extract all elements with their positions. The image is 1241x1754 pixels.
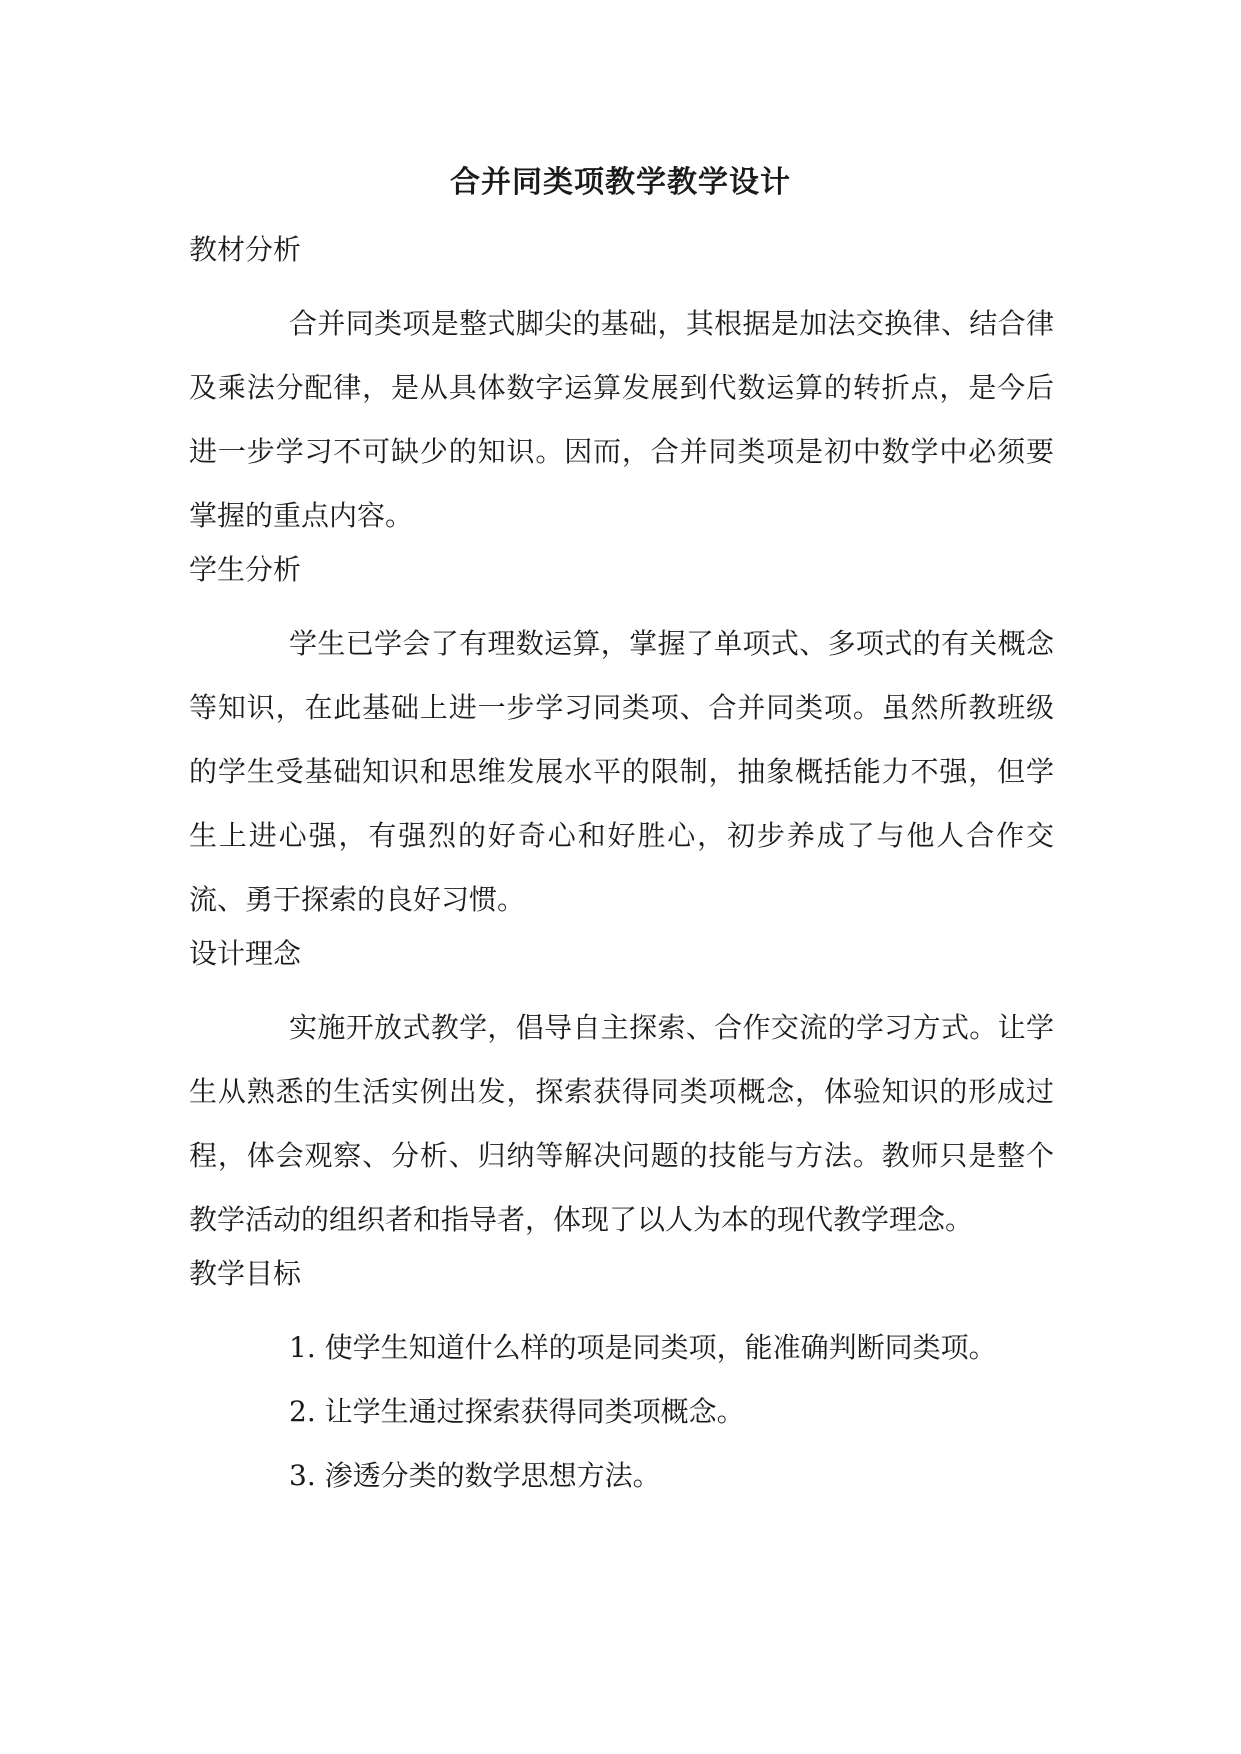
section-heading: 教材分析 xyxy=(189,233,302,266)
section-design-concept xyxy=(189,932,1054,1252)
section-paragraph: 实施开放式教学，倡导自主探索、合作交流的学习方式。让学生从熟悉的生活实例出发，探索获得同类项概念，体验知识的形成过程，体会观察、分析、归纳等解决问题的技能与方法。教师只是整个教学活动的组织者和指导者，体现了以人为本的现代教学理念。 xyxy=(189,1011,1054,1236)
list-item: 2. 让学生通过探索获得同类项概念。 xyxy=(289,1395,745,1428)
list-item: 3. 渗透分类的数学思想方法。 xyxy=(289,1459,661,1492)
section-teaching-objectives xyxy=(189,1252,1054,1508)
section-heading: 学生分析 xyxy=(189,553,302,586)
section-paragraph: 学生已学会了有理数运算，掌握了单项式、多项式的有关概念等知识，在此基础上进一步学习同类项、合并同类项。虽然所教班级的学生受基础知识和思维发展水平的限制，抽象概括能力不强，但学生上进心强，有强烈的好奇心和好胜心，初步养成了与他人合作交流、勇于探索的良好习惯。 xyxy=(189,627,1054,916)
document-title: 合并同类项教学教学设计 xyxy=(450,165,791,200)
section-textbook-analysis xyxy=(189,228,1054,548)
section-paragraph: 合并同类项是整式脚尖的基础，其根据是加法交换律、结合律及乘法分配律，是从具体数字运算发展到代数运算的转折点，是今后进一步学习不可缺少的知识。因而，合并同类项是初中数学中必须要掌握的重点内容。 xyxy=(189,307,1054,532)
section-heading: 教学目标 xyxy=(189,1257,302,1290)
section-student-analysis xyxy=(189,548,1054,932)
document-body xyxy=(189,228,1054,1508)
list-item: 1. 使学生知道什么样的项是同类项，能准确判断同类项。 xyxy=(289,1331,997,1364)
section-heading: 设计理念 xyxy=(189,937,302,970)
